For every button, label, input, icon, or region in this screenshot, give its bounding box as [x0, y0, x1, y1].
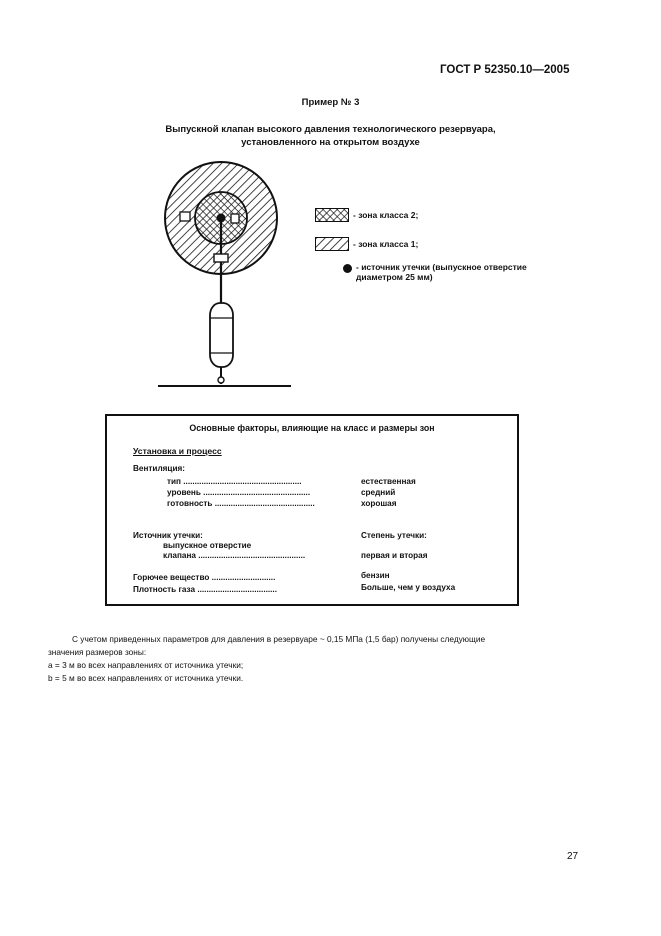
- substance-value: бензин: [361, 571, 390, 580]
- factors-title: Основные факторы, влияющие на класс и размеры зон: [189, 423, 435, 433]
- density-value: Больше, чем у воздуха: [361, 583, 456, 592]
- vent-level-value: средний: [361, 488, 396, 497]
- caption-line-2: установленного на открытом воздухе: [241, 137, 420, 148]
- support-joint: [218, 377, 224, 383]
- source-degree-label: Степень утечки:: [361, 531, 427, 540]
- leak-source-icon: [343, 264, 352, 273]
- legend-source-line-1: - источник утечки (выпускное отверстие: [356, 262, 527, 272]
- legend-zone-1: [315, 237, 527, 251]
- zone-2-swatch: [315, 208, 349, 222]
- vent-type-label: тип ....................................................: [167, 477, 302, 486]
- label-a-box: [180, 212, 190, 221]
- example-title: Пример № 3: [301, 97, 360, 108]
- vent-ready-label: готовность ............................................: [167, 499, 315, 508]
- legend-source-text: [356, 262, 527, 282]
- source-line-2: выпускное отверстие: [163, 541, 252, 550]
- body-line-2: значения размеров зоны:: [48, 647, 147, 657]
- body-line-1: С учетом приведенных параметров для давления в резервуаре ~ 0,15 МПа (1,5 бар) получены следующие: [72, 634, 486, 644]
- source-label: Источник утечки:: [133, 531, 203, 540]
- source-line-3: клапана ...............................................: [163, 551, 306, 560]
- zone-diagram: [150, 158, 300, 393]
- zone-1-swatch: [315, 237, 349, 251]
- factors-section-heading: Установка и процесс: [133, 446, 222, 456]
- substance-label: Горючее вещество ............................: [133, 573, 276, 582]
- legend-source: [315, 262, 527, 282]
- body-line-3: а = 3 м во всех направлениях от источника утечки;: [48, 660, 244, 670]
- vent-level-label: уровень ...............................................: [167, 488, 311, 497]
- caption-line-1: Выпускной клапан высокого давления технологического резервуара,: [165, 124, 496, 135]
- body-line-4: b = 5 м во всех направлениях от источника утечки.: [48, 673, 244, 683]
- source-degree-value: первая и вторая: [361, 551, 428, 560]
- ventilation-label: Вентиляция:: [133, 464, 186, 473]
- legend-zone-2-label: - зона класса 2;: [353, 210, 419, 220]
- document-code: ГОСТ Р 52350.10—2005: [440, 64, 570, 76]
- legend-zone-2: [315, 208, 527, 222]
- valve-body: [214, 254, 228, 262]
- legend-source-line-2: диаметром 25 мм): [356, 272, 433, 282]
- legend: [315, 208, 527, 282]
- legend-zone-1-label: - зона класса 1;: [353, 239, 419, 249]
- vent-type-value: естественная: [361, 477, 416, 486]
- factors-box: [105, 414, 519, 606]
- label-b-box: [231, 214, 239, 223]
- vent-ready-value: хорошая: [361, 499, 397, 508]
- figure-caption: [0, 123, 661, 149]
- tank-body: [210, 303, 233, 367]
- density-label: Плотность газа ...................................: [133, 585, 277, 594]
- page-number: 27: [567, 851, 579, 862]
